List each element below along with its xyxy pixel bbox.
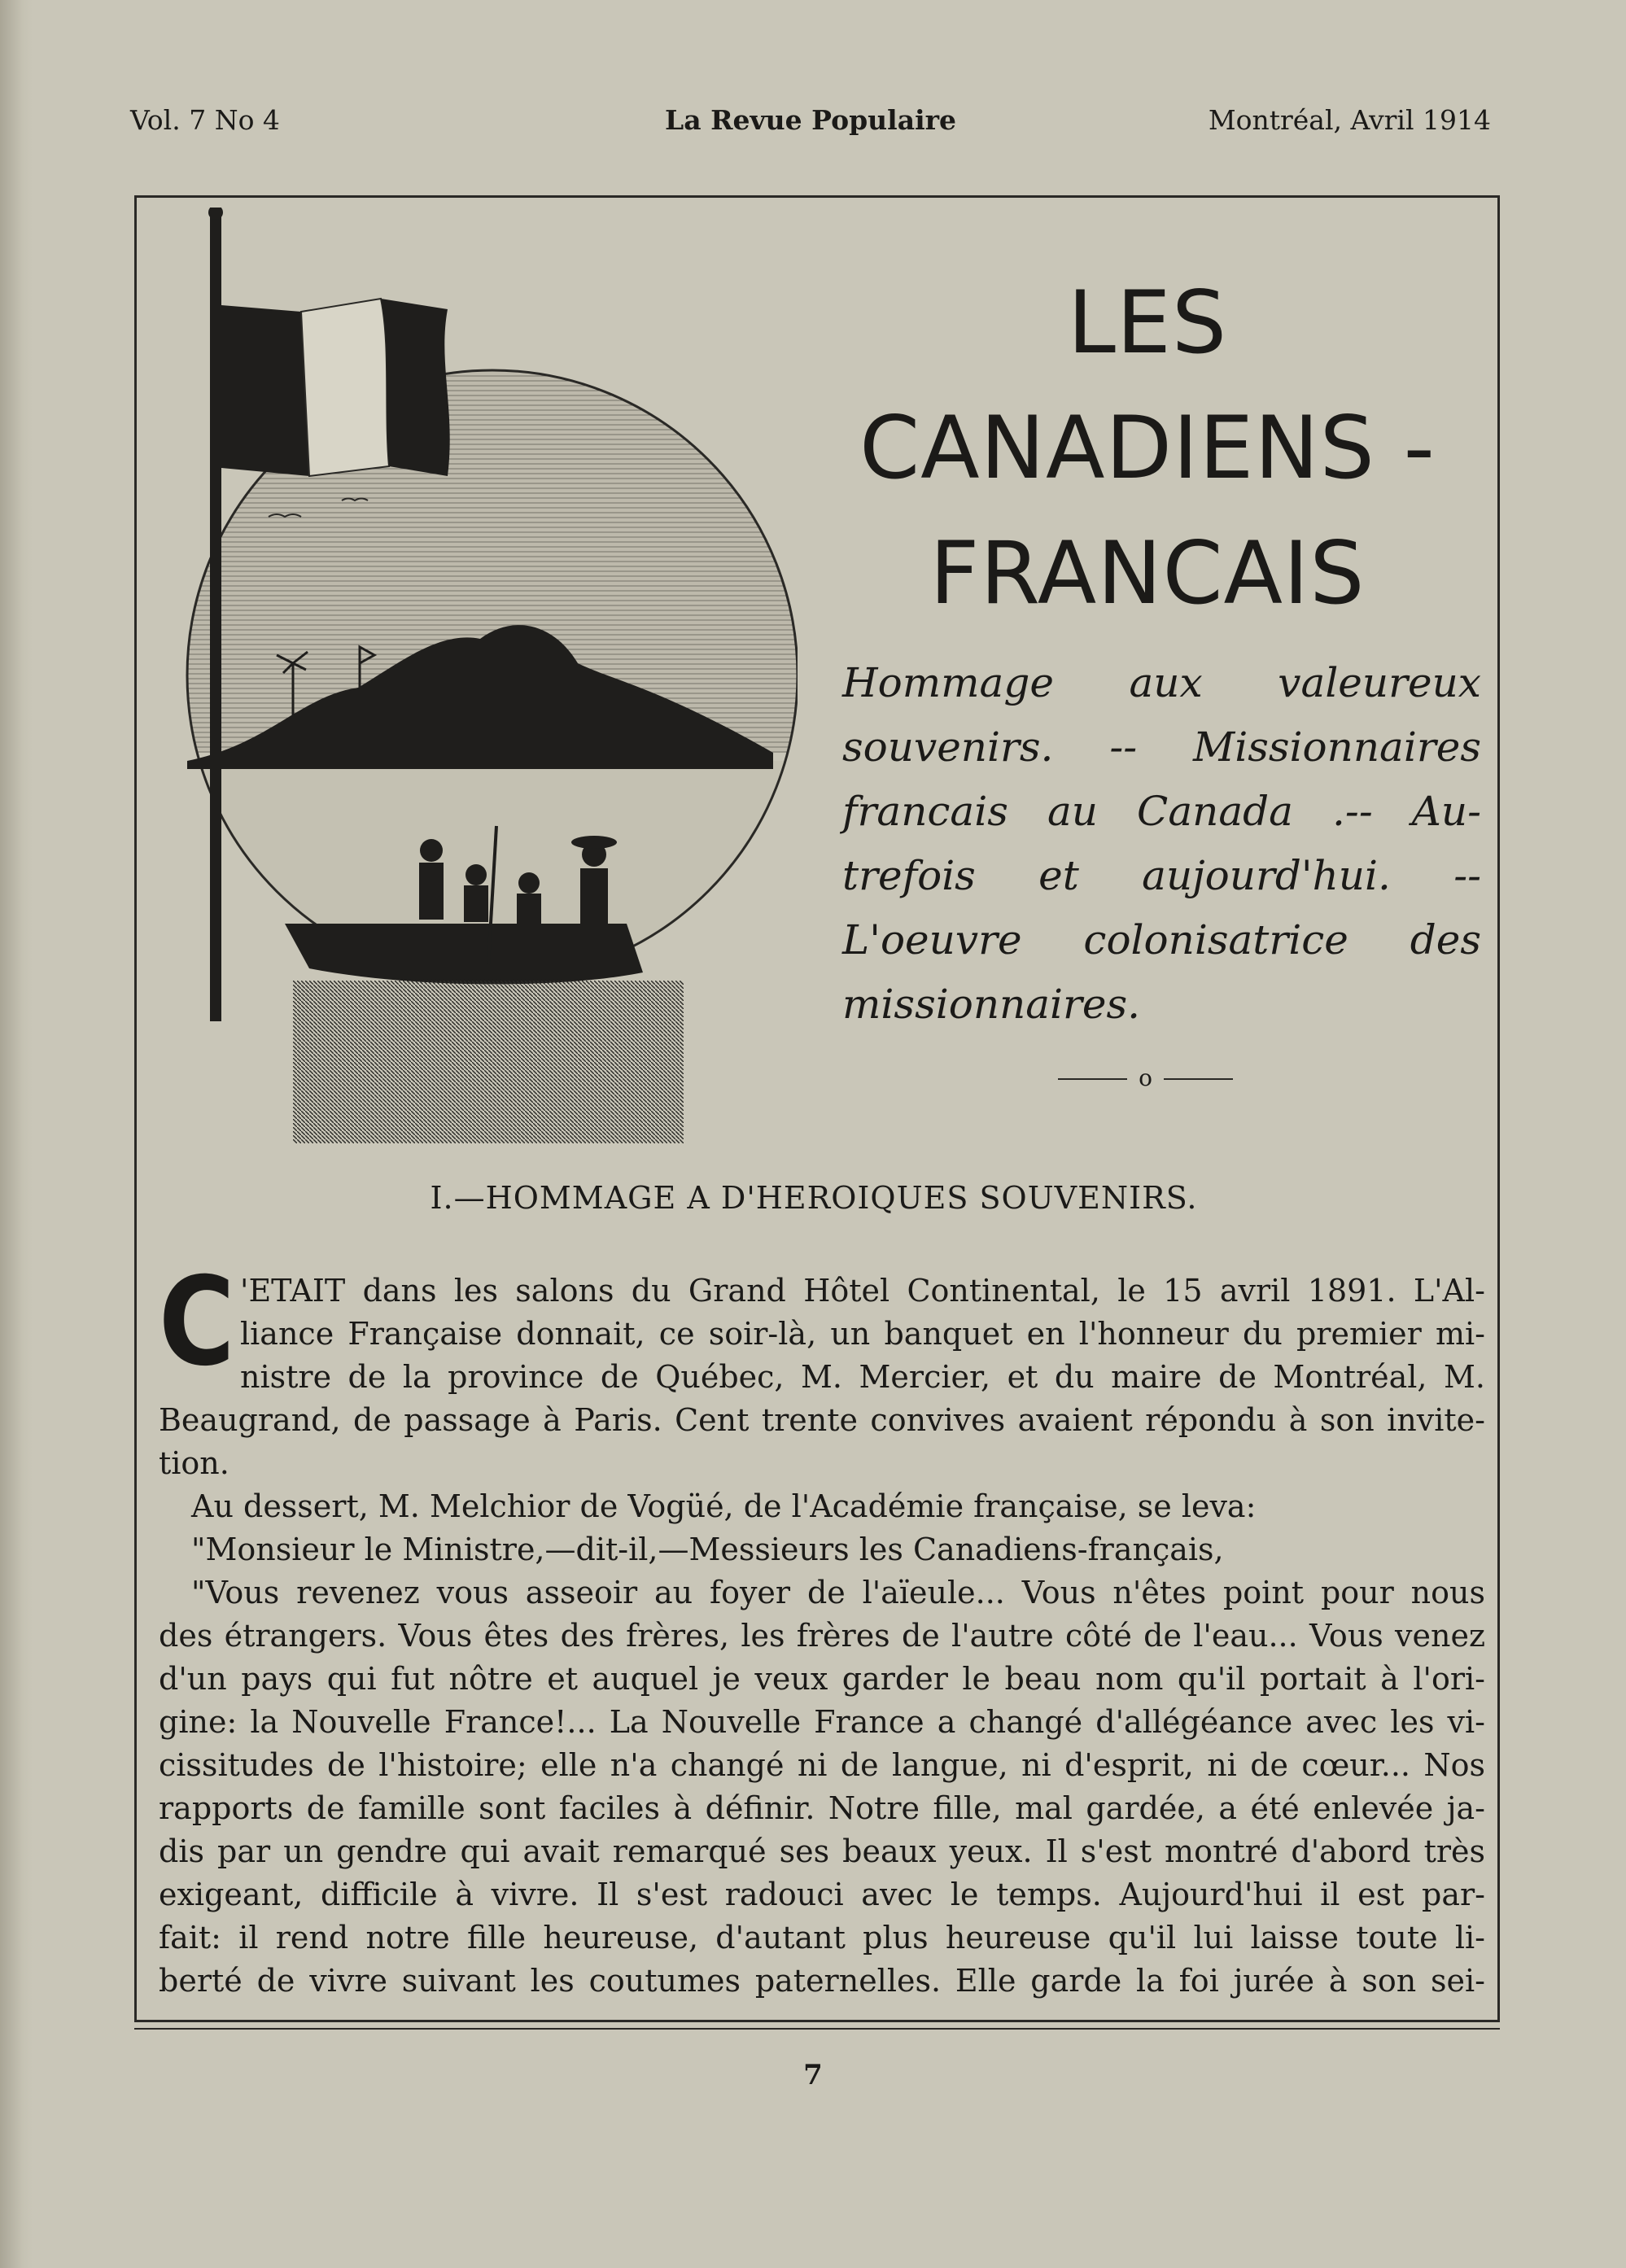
- subtitle-line: francais au Canada .-- Au-: [842, 788, 1481, 835]
- body-line: gine: la Nouvelle France!... La Nouvelle France a changé d'allégéance avec les vi-: [159, 1704, 1485, 1740]
- body-line: tion.: [159, 1445, 229, 1481]
- article-title: [814, 260, 1481, 636]
- body-line: rapports de famille sont faciles à définir. Notre fille, mal gardée, a été enlevée ja-: [159, 1790, 1485, 1826]
- section-heading: I.—HOMMAGE A D'HEROIQUES SOUVENIRS.: [430, 1180, 1198, 1216]
- title-line-1: LES: [1067, 273, 1228, 373]
- body-line: liance Française donnait, ce soir-là, un banquet en l'honneur du premier mi-: [240, 1316, 1485, 1352]
- flag-and-canoe-illustration: [171, 208, 798, 1147]
- article-subtitle: [842, 651, 1481, 1037]
- body-line: Beaugrand, de passage à Paris. Cent trente convives avaient répondu à son invite-: [159, 1402, 1485, 1438]
- body-line: nistre de la province de Québec, M. Mercier, et du maire de Montréal, M.: [240, 1359, 1485, 1395]
- subtitle-line: Hommage aux valeureux: [842, 659, 1481, 706]
- subtitle-line: missionnaires.: [842, 981, 1141, 1028]
- body-line: cissitudes de l'histoire; elle n'a changé ni de langue, ni d'esprit, ni de cœur... Nos: [159, 1747, 1485, 1783]
- running-header: [130, 104, 1491, 140]
- divider-mark: o: [1139, 1064, 1152, 1091]
- body-line: dis par un gendre qui avait remarqué ses beaux yeux. Il s'est montré d'abord très: [159, 1833, 1485, 1869]
- header-place-date: Montréal, Avril 1914: [1208, 104, 1491, 136]
- article-body: [159, 1269, 1485, 2003]
- body-line: exigeant, difficile à vivre. Il s'est radouci avec le temps. Aujourd'hui il est par-: [159, 1877, 1485, 1912]
- header-volume: Vol. 7 No 4: [130, 104, 280, 136]
- body-line: d'un pays qui fut nôtre et auquel je veux garder le beau nom qu'il portait à l'ori-: [159, 1661, 1485, 1697]
- body-line: fait: il rend notre fille heureuse, d'autant plus heureuse qu'il lui laisse toute li-: [159, 1920, 1485, 1956]
- subtitle-line: souvenirs. -- Missionnaires: [842, 723, 1481, 771]
- frame-bottom-rule: [134, 2028, 1500, 2030]
- body-line: 'ETAIT dans les salons du Grand Hôtel Continental, le 15 avril 1891. L'Al-: [240, 1273, 1485, 1309]
- divider-rule-right: [1164, 1078, 1233, 1080]
- body-line: "Vous revenez vous asseoir au foyer de l'aïeule... Vous n'êtes point pour nous: [191, 1575, 1485, 1610]
- page-gutter-shadow: [0, 0, 33, 2268]
- subtitle-line: trefois et aujourd'hui. --: [842, 852, 1481, 899]
- body-line: Au dessert, M. Melchior de Vogüé, de l'Académie française, se leva:: [191, 1488, 1257, 1524]
- ornament-divider: [1058, 1066, 1233, 1090]
- title-line-2: CANADIENS -: [859, 398, 1436, 498]
- subtitle-line: L'oeuvre colonisatrice des: [842, 916, 1481, 964]
- drop-cap: C: [159, 1252, 235, 1393]
- divider-rule-left: [1058, 1078, 1127, 1080]
- page-number: 7: [803, 2059, 823, 2091]
- header-magazine-title: La Revue Populaire: [665, 104, 956, 136]
- title-line-3: FRANCAIS: [929, 523, 1366, 623]
- body-line: "Monsieur le Ministre,—dit-il,—Messieurs les Canadiens-français,: [191, 1532, 1224, 1567]
- body-line: des étrangers. Vous êtes des frères, les frères de l'autre côté de l'eau... Vous venez: [159, 1618, 1485, 1654]
- body-line: berté de vivre suivant les coutumes paternelles. Elle garde la foi jurée à son sei-: [159, 1963, 1485, 1999]
